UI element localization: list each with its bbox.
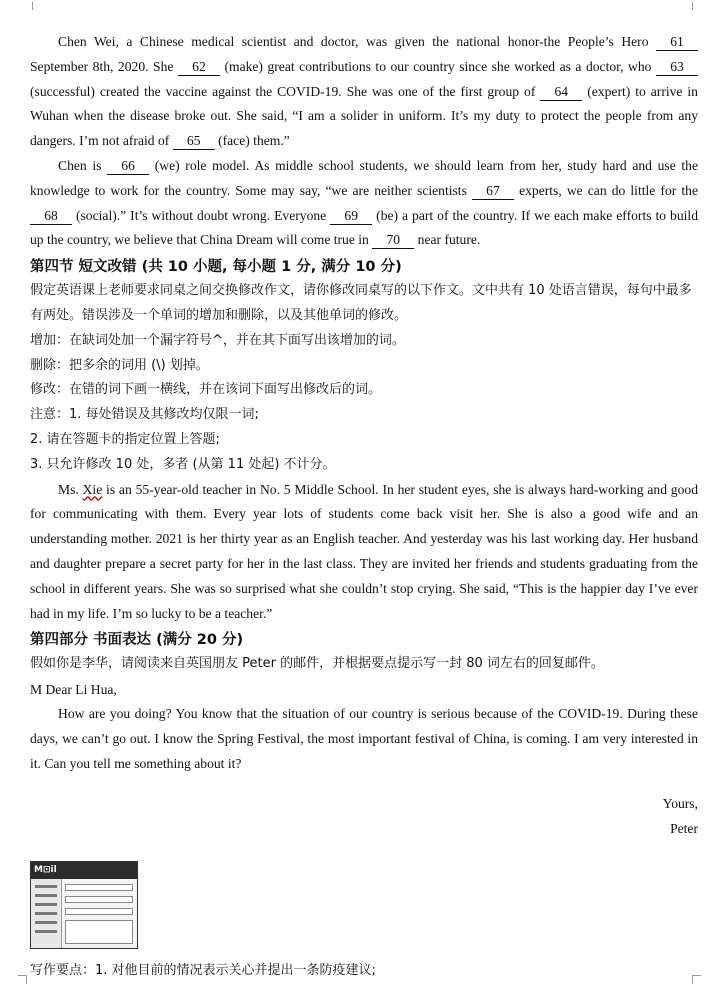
section4-intro: 假定英语课上老师要求同桌之间交换修改作文，请你修改同桌写的以下作文。文中共有 10 处语言错误，每句中最多有两处。错误涉及一个单词的增加和删除，以及其他单词的修改。: [30, 283, 692, 323]
blank-66: 66: [107, 158, 149, 175]
blank-67: 67: [472, 183, 514, 200]
email-screenshot-image: [30, 861, 138, 949]
blank-61: 61: [656, 34, 698, 51]
mail-sidebar: [31, 879, 62, 948]
mail-compose-form: [65, 884, 133, 944]
note-2: 2. 请在答题卡的指定位置上答题;: [30, 431, 220, 447]
writing-requirements: 写作要点：1. 对他目前的情况表示关心并提出一条防疫建议;: [30, 962, 376, 978]
blank-63: 63: [656, 59, 698, 76]
crop-mark-top-left: [24, 2, 33, 10]
blank-62: 62: [178, 59, 220, 76]
letter-closing: Yours,: [662, 795, 698, 811]
cloze-paragraph-2: Chen is 66 (we) role model. As middle school students, we should learn from her, study hard and use the knowledge to work for the country. Some may say, “we are neither scientists 67 experts, we can do little for the 68 (social).” It’s without doubt wrong. Everyone 69 (be) a part of the country. If we each make efforts to build up the country, we believe that China Dream will come true in 70 near future.: [30, 157, 699, 248]
rule-delete: 删除：把多余的词用 (\) 划掉。: [30, 357, 209, 373]
letter-greeting: M Dear Li Hua,: [30, 682, 117, 698]
exam-page: [30, 30, 698, 983]
rule-add: 增加：在缺词处加一个漏字符号^，并在其下面写出该增加的词。: [30, 332, 405, 348]
letter-body: How are you doing? You know that the situation of our country is serious because of the COVID-19. During these days, we can’t go out. I know the Spring Festival, the most important festival of China, is coming. I am very interested in it. Can you tell me something about it?: [30, 706, 698, 771]
blank-70: 70: [372, 232, 414, 249]
crop-mark-top-right: [692, 2, 701, 10]
note-3: 3. 只允许修改 10 处，多者 (从第 11 处起) 不计分。: [30, 456, 336, 472]
section4-title: 第四节 短文改错 (共 10 小题, 每小题 1 分, 满分 10 分): [30, 259, 402, 276]
rule-modify: 修改：在错的词下画一横线，并在该词下面写出修改后的词。: [30, 382, 382, 398]
blank-69: 69: [330, 208, 372, 225]
spellcheck-word: Xie: [82, 481, 103, 497]
cloze-paragraph-1: Chen Wei, a Chinese medical scientist and doctor, was given the national honor-the People’s Hero 61 September 8th, 2020. She 62 (make) great contributions to our country since she worked as a doctor, who 63 (successful) created the vaccine against the COVID-19. She was one of the first group of 64 (expert) to arrive in Wuhan when the disease broke out. She said, “I am a solider in uniform. It’s my duty to protect the people from any dangers. I’m not afraid of 65 (face) them.”: [30, 34, 698, 149]
crop-mark-bottom-left: [18, 975, 27, 984]
blank-65: 65: [173, 133, 215, 150]
mail-logo: M⊡il: [31, 862, 137, 879]
blank-64: 64: [540, 84, 582, 101]
part4-instruction: 假如你是李华，请阅读来自英国朋友 Peter 的邮件，并根据要点提示写一封 80 词左右的回复邮件。: [30, 656, 604, 672]
blank-68: 68: [30, 208, 72, 225]
error-correction-passage: Ms. Xie is an 55-year-old teacher in No. 5 Middle School. In her student eyes, she is always hard-working and good for communicating with them. Every year lots of students come back visit her. She is also a good wife and an understanding mother. 2021 is her thirty year as an English teacher. And yesterday was his last working day. Her husband and daughter prepare a secret party for her in the last class. They are invited her friends and students graduating from the school in different years. She was so surprised what she couldn’t stop crying. She said, “This is the happier day I’ve ever had in my life. I’m so lucky to be a teacher.”: [30, 481, 698, 621]
letter-signature: Peter: [670, 820, 698, 836]
note-1: 注意：1. 每处错误及其修改均仅限一词;: [30, 407, 259, 423]
part4-title: 第四部分 书面表达 (满分 20 分): [30, 632, 244, 649]
